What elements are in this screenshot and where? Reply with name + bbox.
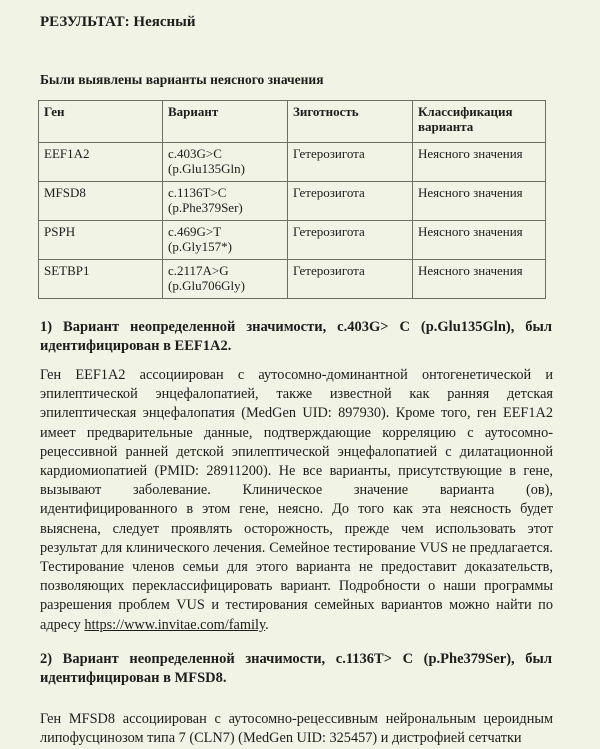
cell-variant bbox=[163, 221, 288, 260]
section2-heading-line1: 2) Вариант неопределенной значимости, c.1136T> C (p.Phe379Ser), был bbox=[40, 651, 552, 667]
result-line: РЕЗУЛЬТАТ: Неясный bbox=[40, 14, 196, 30]
variant-protein: (p.Glu706Gly) bbox=[168, 278, 245, 294]
section2-heading bbox=[40, 650, 552, 688]
cell-gene: MFSD8 bbox=[39, 182, 163, 221]
section1-paragraph bbox=[40, 366, 553, 635]
section2-paragraph: Ген MFSD8 ассоциирован с аутосомно-рецессивным нейрональным цероидным липофусцинозом типа 7 (CLN7) (MedGen UID: 325457) и дистрофией сетчатки bbox=[40, 711, 553, 747]
variant-cdna: c.403G>C bbox=[168, 146, 222, 161]
found-variants-heading: Были выявлены варианты неясного значения bbox=[40, 72, 324, 87]
cell-zygosity: Гетерозигота bbox=[288, 182, 413, 221]
table-row bbox=[39, 221, 546, 260]
variant-cdna: c.1136T>C bbox=[168, 185, 227, 200]
section1-heading bbox=[40, 318, 552, 356]
cell-variant bbox=[163, 182, 288, 221]
section1-text: Ген EEF1A2 ассоциирован с аутосомно-доминантной онтогенетической и эпилептической энцефалопатией, также известной как ранняя детская эпилептическая энцефалопатия (MedGen UID: 897930). Кроме того, ген EEF1A2 имеет предварительные данные, подтверждающие корреляцию с аутосомно-рецессивной ранней детской эпилептической энцефалопатией с дилатационной кардиомиопатией (PMID: 28911200). Не все варианты, присутствующие в гене, вызывают заболевание. Клиническое значение варианта (ов), идентифицированного в этом гене, неясно. До того как эта неясность будет выяснена, следует проявлять осторожность, прежде чем использовать этот результат для клинического лечения. Семейное тестирование VUS не предлагается. Тестирование членов семьи для этого варианта не предоставит доказательств, позволяющих переклассифицировать вариант. Подробности о наши программы разрешения проблем VUS и тестирования семейных вариантов можно найти по адресу bbox=[40, 367, 553, 633]
table-row bbox=[39, 143, 546, 182]
section1-text-end: . bbox=[265, 616, 269, 633]
family-testing-link[interactable]: https://www.invitae.com/family bbox=[84, 616, 266, 633]
header-variant: Вариант bbox=[163, 101, 288, 143]
variant-protein: (p.Gly157*) bbox=[168, 239, 232, 255]
section2-heading-line2: идентифицирован в MFSD8. bbox=[40, 670, 227, 686]
header-classification: Классификация варианта bbox=[413, 101, 546, 143]
table-row bbox=[39, 260, 546, 299]
cell-variant bbox=[163, 260, 288, 299]
variants-table bbox=[38, 100, 546, 299]
variant-cdna: c.469G>T bbox=[168, 224, 222, 239]
section1-heading-line1: 1) Вариант неопределенной значимости, c.403G> C (p.Glu135Gln), был bbox=[40, 319, 552, 335]
variant-protein: (p.Glu135Gln) bbox=[168, 161, 245, 177]
header-zygosity: Зиготность bbox=[288, 101, 413, 143]
cell-variant bbox=[163, 143, 288, 182]
cell-classification: Неясного значения bbox=[413, 182, 546, 221]
table-row bbox=[39, 182, 546, 221]
table-header-row bbox=[39, 101, 546, 143]
cell-zygosity: Гетерозигота bbox=[288, 260, 413, 299]
cell-classification: Неясного значения bbox=[413, 260, 546, 299]
variant-protein: (p.Phe379Ser) bbox=[168, 200, 243, 216]
cell-gene: SETBP1 bbox=[39, 260, 163, 299]
cell-gene: PSPH bbox=[39, 221, 163, 260]
cell-classification: Неясного значения bbox=[413, 221, 546, 260]
cell-zygosity: Гетерозигота bbox=[288, 143, 413, 182]
variant-cdna: c.2117A>G bbox=[168, 263, 229, 278]
cell-gene: EEF1A2 bbox=[39, 143, 163, 182]
section1-heading-line2: идентифицирован в EEF1A2. bbox=[40, 338, 232, 354]
cell-classification: Неясного значения bbox=[413, 143, 546, 182]
header-gene: Ген bbox=[39, 101, 163, 143]
cell-zygosity: Гетерозигота bbox=[288, 221, 413, 260]
